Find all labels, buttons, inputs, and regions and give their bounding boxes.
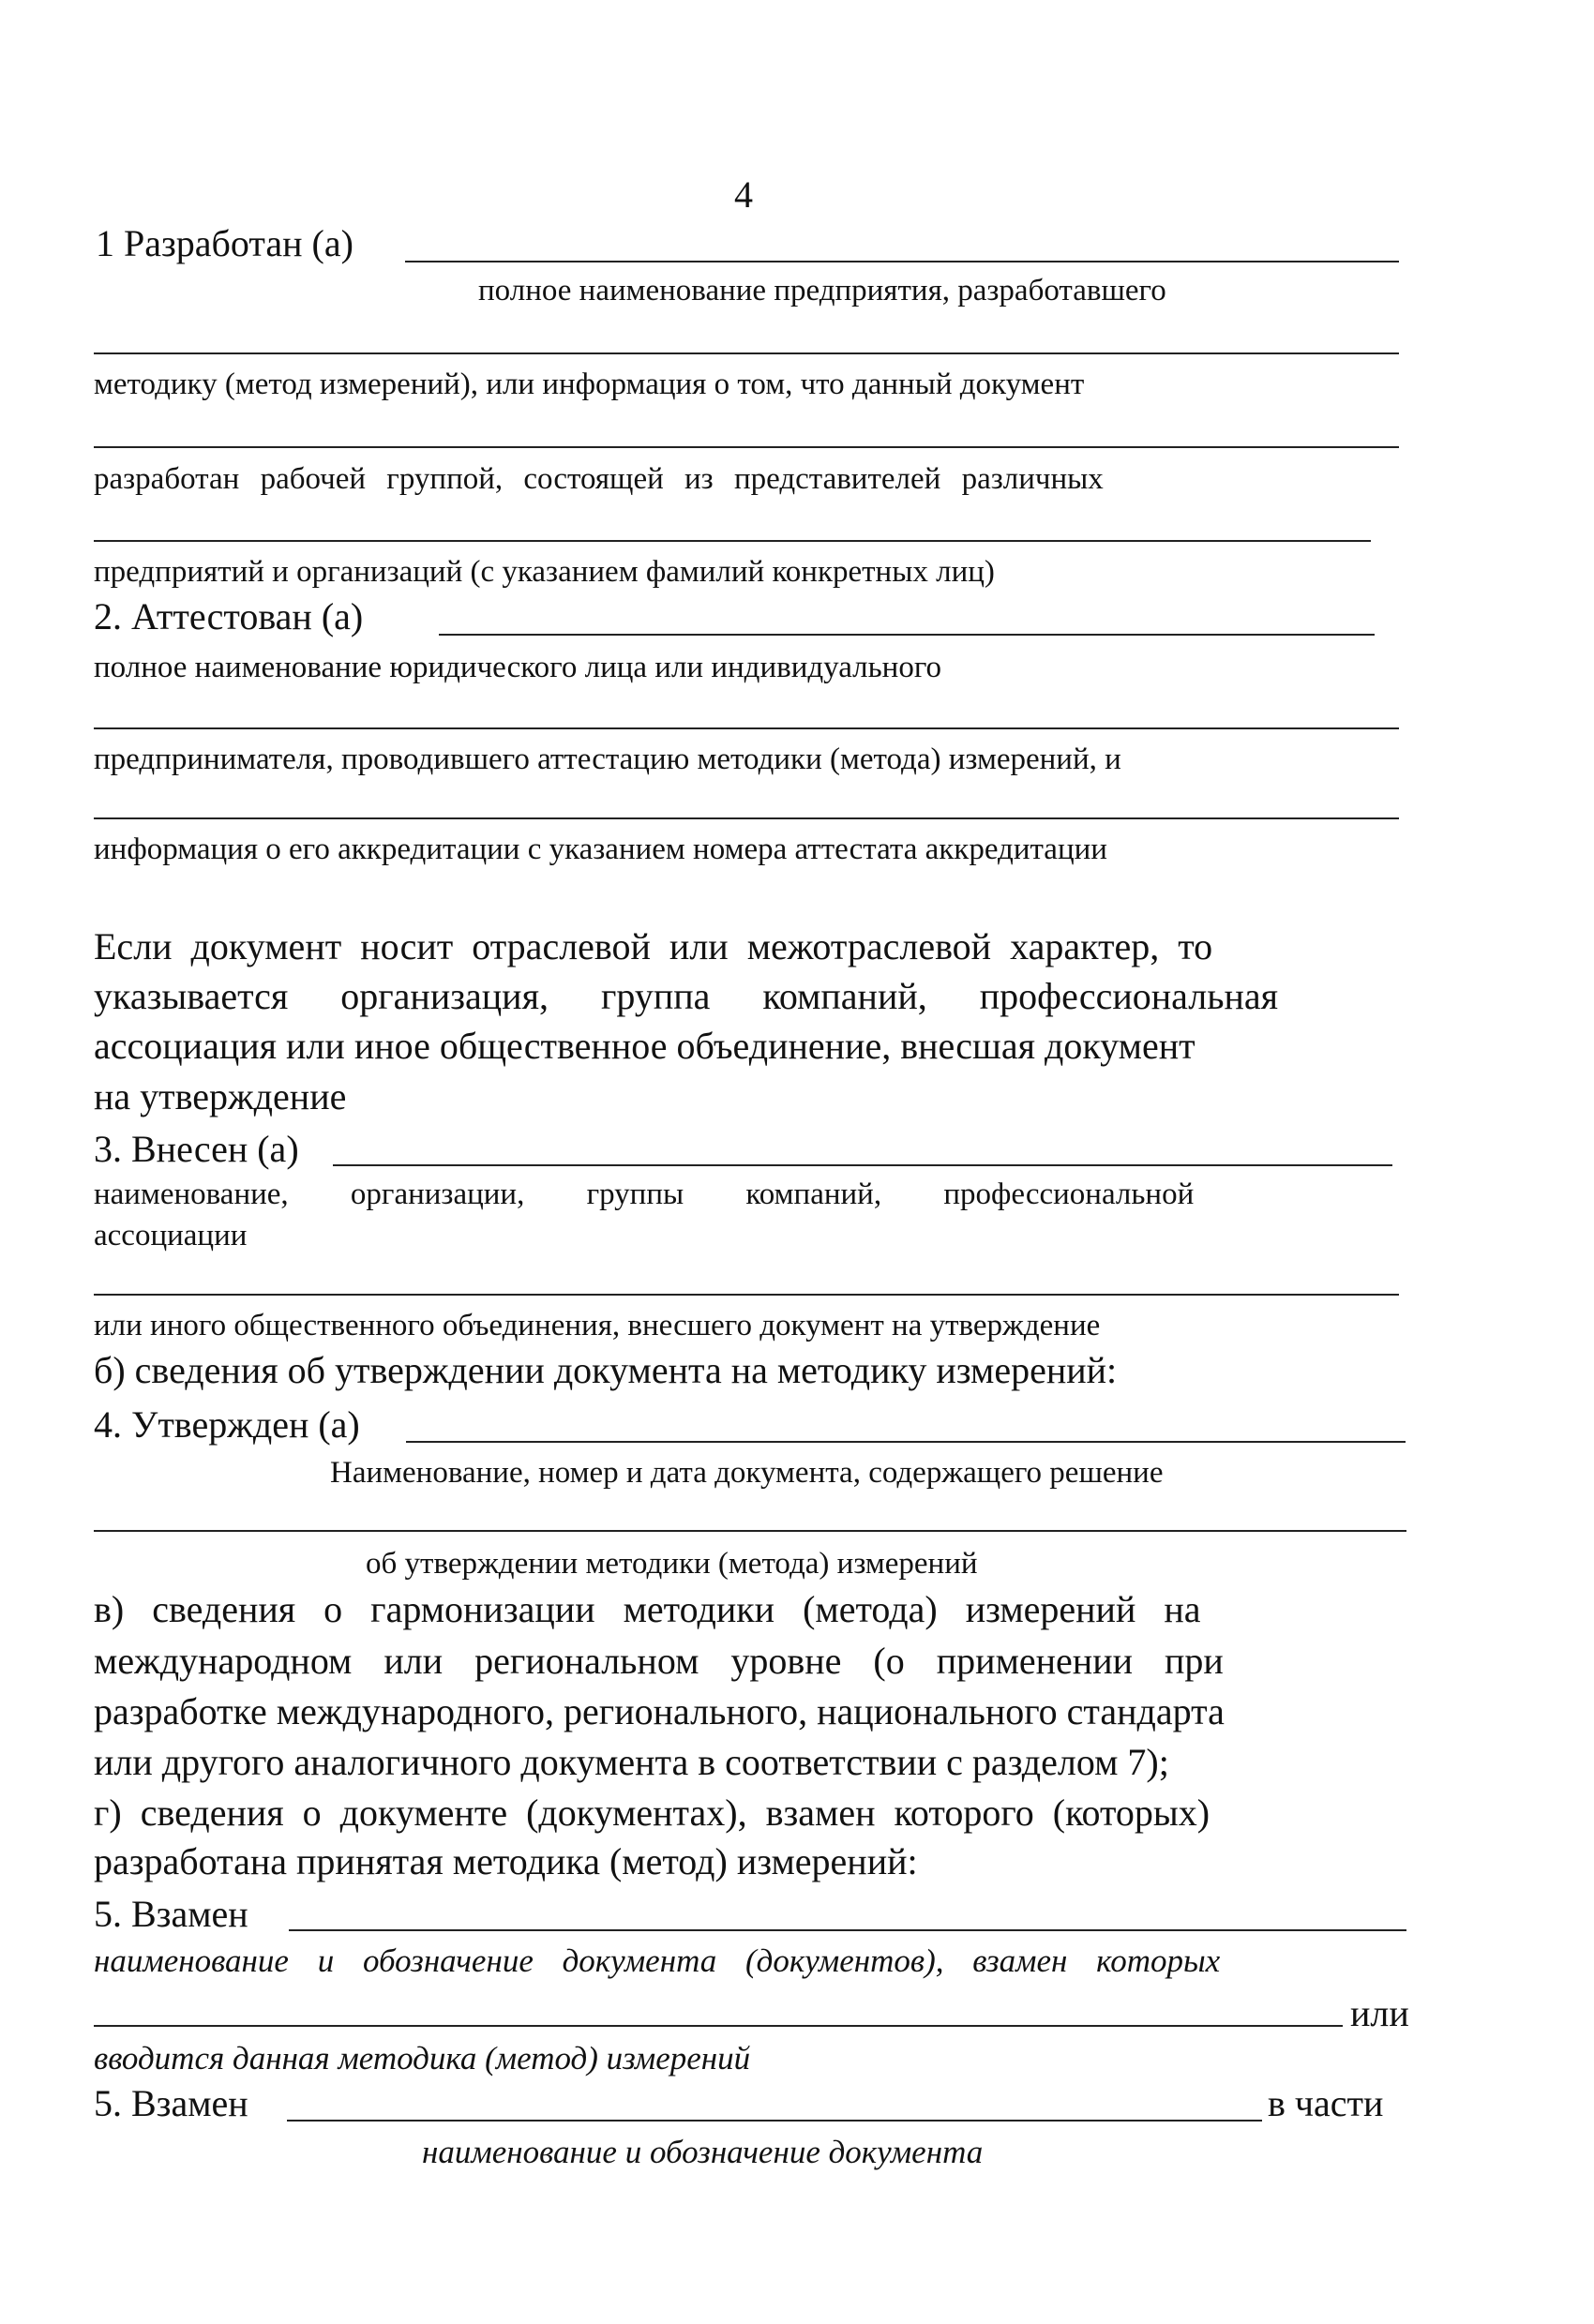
note-line-1: Если документ носит отраслевой или межотраслевой характер, то [94, 925, 1213, 967]
note-line-2: указывается организация, группа компаний, профессиональная [94, 975, 1279, 1017]
item1-hint-2-text: методику (метод измерений), или информация о том, что данный документ [94, 367, 1085, 401]
item5a-fill-line [289, 1929, 1406, 1931]
note-line-3: ассоциация или иное общественное объединение, внесшая документ [94, 1025, 1196, 1067]
section-b-heading: б) сведения об утверждении документа на методику измерений: [94, 1349, 1118, 1391]
item3-fill-line [333, 1164, 1392, 1166]
item1-hint-4: предприятий и организаций (с указанием фамилий конкретных лиц) [94, 555, 995, 589]
item3-hint-3: или иного общественного объединения, внесшего документ на утверждение [94, 1309, 1101, 1342]
item2-label: 2. Аттестован (а) [94, 595, 364, 637]
item1-hint-2 [94, 369, 1414, 400]
item1-fill-line [405, 261, 1399, 262]
section-v-line-4: или другого аналогичного документа в соответствии с разделом 7); [94, 1741, 1169, 1783]
item5a-or: или [1350, 1992, 1409, 2034]
item5a-hint-2: вводится данная методика (метод) измерений [94, 2040, 751, 2077]
note-line-4: на утверждение [94, 1075, 347, 1117]
section-v-line-3: разработке международного, регионального, национального стандарта [94, 1690, 1225, 1732]
item1-label: 1 Разработан (а) [96, 222, 353, 264]
item5b-fill-line [287, 2120, 1262, 2122]
item2-rule-2 [94, 817, 1399, 819]
item4-label: 4. Утвержден (а) [94, 1403, 360, 1446]
item5b-label: 5. Взамен [94, 2082, 248, 2124]
item1-rule-2 [94, 446, 1399, 448]
item5b-hint: наименование и обозначение документа [422, 2134, 984, 2170]
item5a-rule-1 [94, 2025, 1343, 2027]
item5a-hint-1: наименование и обозначение документа (документов), взамен которых [94, 1942, 1221, 1979]
item1-hint-3: разработан рабочей группой, состоящей из представителей различных [94, 462, 1104, 496]
item2-rule-1 [94, 727, 1399, 729]
item4-rule-1 [94, 1530, 1406, 1532]
item2-fill-line [439, 634, 1375, 636]
section-g-line-2: разработана принятая методика (метод) измерений: [94, 1840, 918, 1882]
page-number: 4 [734, 173, 753, 216]
item2-hint-1: полное наименование юридического лица или индивидуального [94, 651, 942, 684]
item3-rule-1 [94, 1294, 1399, 1296]
item4-fill-line [406, 1441, 1406, 1443]
section-g-line-1: г) сведения о документе (документах), взамен которого (которых) [94, 1792, 1211, 1834]
item3-label: 3. Внесен (а) [94, 1128, 299, 1170]
item1-rule-3 [94, 540, 1371, 542]
section-v-line-2: международном или региональном уровне (о применении при [94, 1640, 1224, 1682]
section-v-line-1: в) сведения о гармонизации методики (метода) измерений на [94, 1588, 1201, 1630]
item4-hint-1: Наименование, номер и дата документа, содержащего решение [330, 1456, 1164, 1490]
item5a-label: 5. Взамен [94, 1893, 248, 1935]
item1-rule-1 [94, 352, 1399, 354]
item3-hint-1: наименование, организации, группы компаний, профессиональной [94, 1177, 1195, 1211]
item2-hint-2: предпринимателя, проводившего аттестацию методики (метода) измерений, и [94, 742, 1121, 776]
item1-hint-1: полное наименование предприятия, разработавшего [478, 274, 1166, 307]
item3-hint-2: ассоциации [94, 1219, 248, 1252]
item4-hint-2: об утверждении методики (метода) измерений [366, 1547, 978, 1581]
item2-hint-3: информация о его аккредитации с указанием номера аттестата аккредитации [94, 832, 1107, 866]
item5b-suffix: в части [1268, 2082, 1384, 2124]
